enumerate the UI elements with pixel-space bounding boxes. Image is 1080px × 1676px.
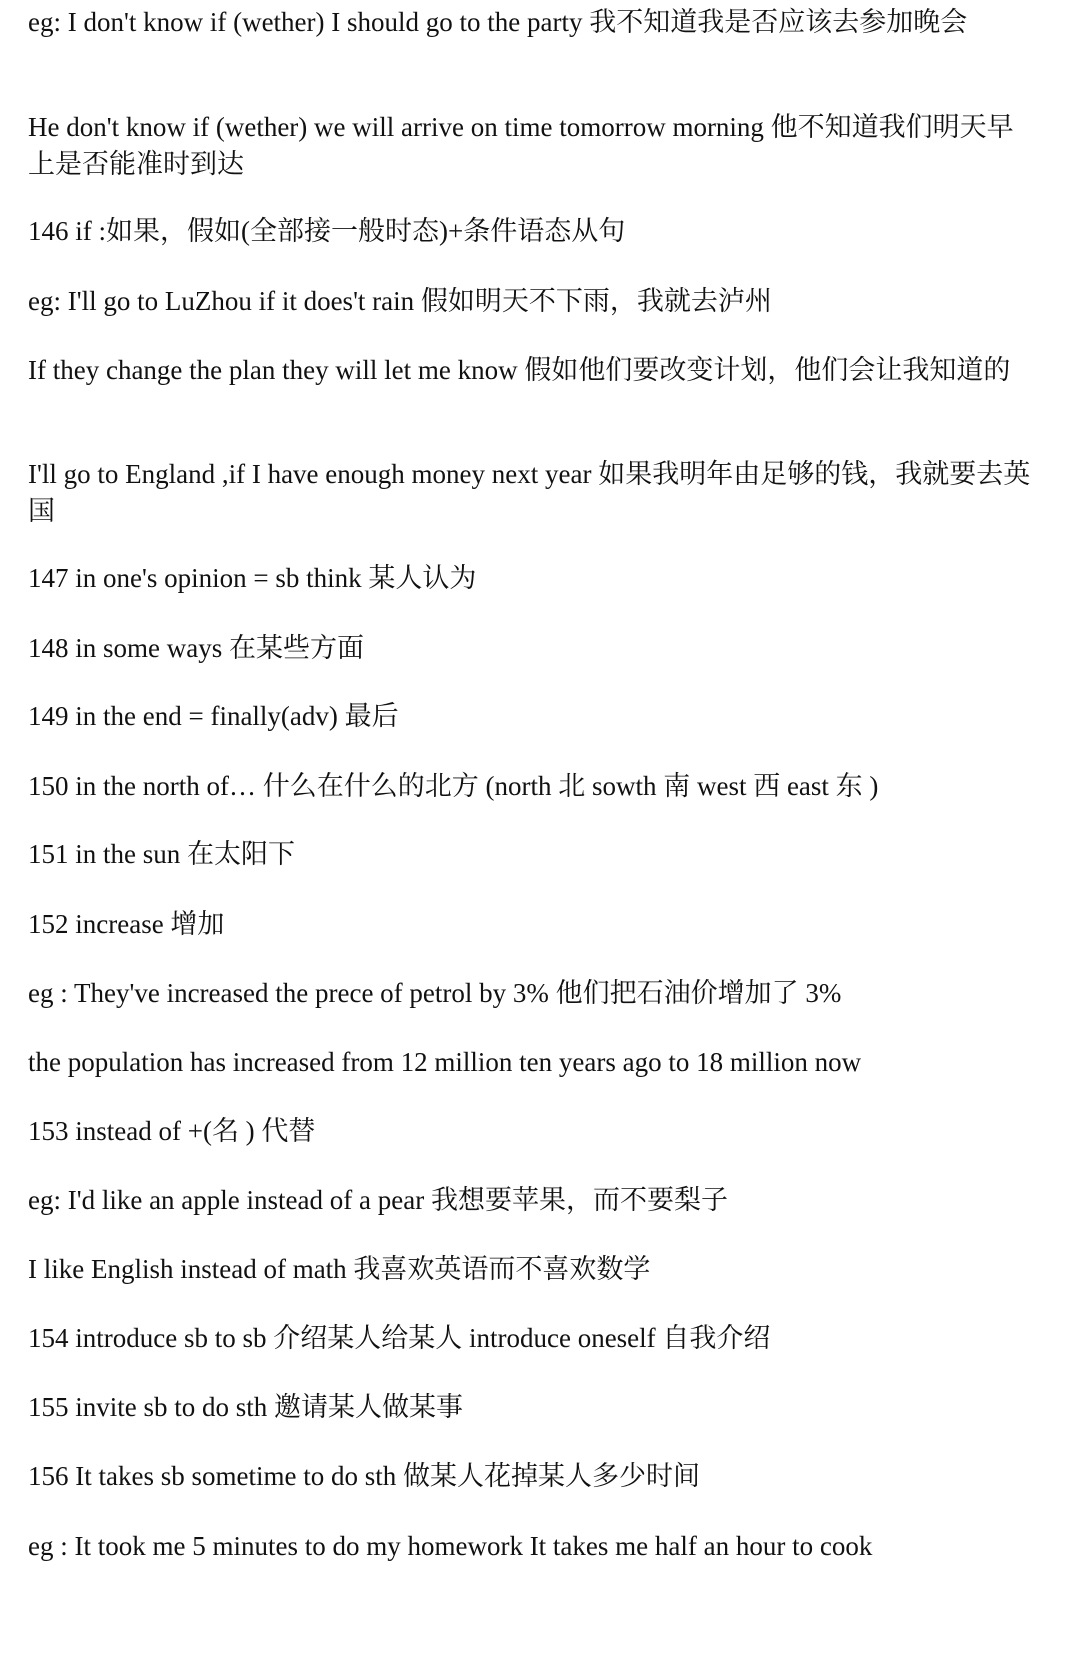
text-line: 147 in one's opinion = sb think 某人认为: [28, 563, 477, 593]
text-line: 153 instead of +(名 ) 代替: [28, 1116, 316, 1146]
text-line: eg: I'd like an apple instead of a pear 我想要苹果，而不要梨子: [28, 1185, 728, 1215]
text-line: eg: I'll go to LuZhou if it does't rain 假如明天不下雨，我就去泸州: [28, 286, 772, 316]
text-line: 148 in some ways 在某些方面: [28, 633, 364, 663]
text-line: eg : It took me 5 minutes to do my homework It takes me half an hour to cook: [28, 1531, 873, 1561]
text-line: 155 invite sb to do sth 邀请某人做某事: [28, 1392, 464, 1422]
text-line: 152 increase 增加: [28, 909, 225, 939]
text-line: 149 in the end = finally(adv) 最后: [28, 701, 399, 731]
text-line: eg: I don't know if (wether) I should go to the party 我不知道我是否应该去参加晚会: [28, 7, 968, 37]
text-line: 151 in the sun 在太阳下: [28, 839, 295, 869]
text-line: I'll go to England ,if I have enough money next year 如果我明年由足够的钱，我就要去英国: [28, 459, 1031, 526]
text-line: If they change the plan they will let me know 假如他们要改变计划，他们会让我知道的: [28, 355, 1011, 385]
text-line: 156 It takes sb sometime to do sth 做某人花掉某人多少时间: [28, 1461, 700, 1491]
text-line: He don't know if (wether) we will arrive on time tomorrow morning 他不知道我们明天早上是否能准时到达: [28, 112, 1014, 179]
text-line: 150 in the north of… 什么在什么的北方 (north 北 sowth 南 west 西 east 东 ): [28, 771, 879, 801]
text-line: eg : They've increased the prece of petrol by 3% 他们把石油价增加了 3%: [28, 978, 842, 1008]
text-line: 154 introduce sb to sb 介绍某人给某人 introduce oneself 自我介绍: [28, 1323, 771, 1353]
text-line: the population has increased from 12 million ten years ago to 18 million now: [28, 1047, 862, 1077]
text-line: I like English instead of math 我喜欢英语而不喜欢数学: [28, 1254, 651, 1284]
text-line: 146 if :如果，假如(全部接一般时态)+条件语态从句: [28, 216, 626, 246]
